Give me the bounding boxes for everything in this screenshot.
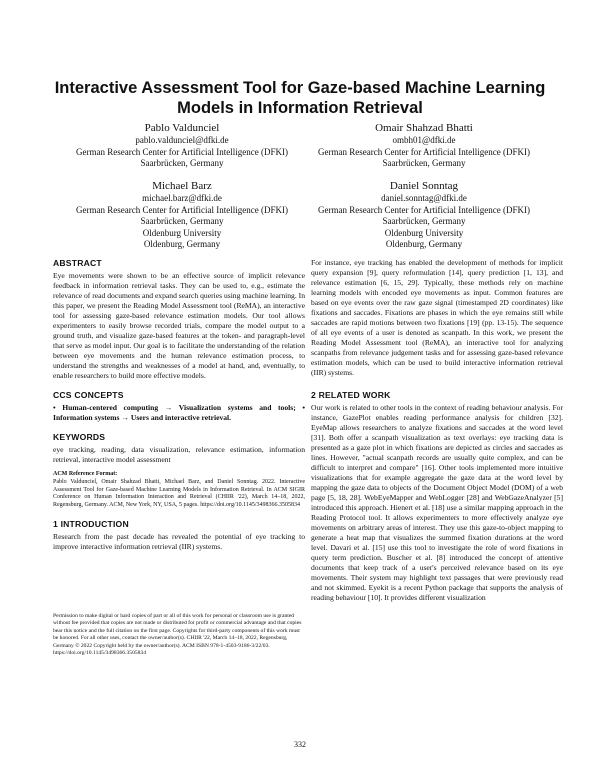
- keywords-heading: KEYWORDS: [53, 432, 106, 442]
- author-location: Saarbrücken, Germany: [140, 158, 224, 169]
- author-block-4: [299, 180, 549, 251]
- author-affiliation-2: Oldenburg University: [142, 227, 222, 238]
- author-name: Michael Barz: [152, 180, 212, 192]
- author-affiliation: German Research Center for Artificial Intelligence (DFKI): [318, 204, 530, 215]
- author-name: Omair Shahzad Bhatti: [375, 122, 473, 134]
- abstract-text: Eye movements were shown to be an effective source of implicit relevance feedback in information retrieval tasks. They can be used to, e.g., estimate the relevance of read documents and expand search queries using machine learning. In this paper, we present the Reading Model Assessment tool (ReMA), an interactive tool for assessing gaze-based relevance estimation models. Our tool allows experimenters to easily browse recorded trials, compare the model output to a ground truth, and visualize gaze-based features at the token- and paragraph-level that serve as model input. Our goal is to facilitate the understanding of the relation between eye movements and the human relevance estimation process, to understand the strengths and weaknesses of a model at hand, and, eventually, to enable researchers to build more effective models.: [53, 271, 305, 380]
- author-location-2: Oldenburg, Germany: [385, 239, 463, 250]
- author-affiliation: German Research Center for Artificial Intelligence (DFKI): [76, 204, 288, 215]
- left-column: [53, 258, 305, 552]
- copyright-footnote: Permission to make digital or hard copies of part or all of this work for personal or classroom use is granted without fee provided that copies are not made or distributed for profit or commercial advantage and that copies bear this notice and the full citation on the first page. Copyrights for third-party components of this work must be honored. For all other uses, contact the owner/author(s). CHIIR '22, March 14–18, 2022, Regensburg, Germany © 2022 Copyright held by the owner/author(s). ACM ISBN 978-1-4503-9186-3/22/03. https://doi.org/10.1145/3498366.3505834: [53, 613, 302, 657]
- author-email: daniel.sonntag@dfki.de: [381, 193, 467, 203]
- intro-continued-text: For instance, eye tracking has enabled the development of methods for implicit query expansion [9], query reformulation [14], query prediction [1, 13], and relevance estimation [6, 15, 29]. Typically, these methods rely on machine learning models with encoded eye movements as input. Common features are based on eye events over the raw gaze signal (timestamped 2D coordinates) like fixations and saccades. Fixations are phases in which the eye remains still while saccades are rapid motions between two fixations [19] (pp. 13-15). The sequence of all eye events of a user is denoted as scanpath. In this work, we present the Reading Model Assessment tool (ReMA), an interactive tool for analyzing scanpaths from relevance judgement tasks and for assessing gaze-based relevance estimation models, which can be used to build interactive information retrieval (IIR) systems.: [311, 258, 563, 377]
- author-block-1: [57, 122, 307, 170]
- related-work-text: Our work is related to other tools in the context of reading behaviour analysis. For instance, GazePlot enables reading performance analysis for children [32]. EyeMap allows researchers to analyze fixations and saccades at the word level [31]. Both offer a scanpath visualization as text overlays: eye tracking data is presented as a gaze plot in which fixations are depicted as circles and saccades as lines. However, "actual scanpath records are usually quite complex, and can be difficult to interpret and compare" [16]. Other tools implemented more intuitive visualizations that for example aggregate the gaze data at the word level by mapping the gaze data to objects of the Document Object Model (DOM) of a web page [5, 18, 28]. WebEyeMapper and WebLogger [28] and WebGazeAnalyzer [5] introduced this approach. Hienert et al. [18] use a similar mapping approach in the Reading Protocol tool. It allows experimenters to more effectively analyze eye movements on arbitrary areas of interest. They use this gaze-to-object mapping to generate a heat map that visualizes the summed fixation durations at the word level. Davari et al. [15] use this tool to investigate the role of word fixations in query term prediction. Buscher et al. [8] introduced the concept of attentive documents that keep track of a user's perceived relevance based on its eye movements. Their system may highlight text passages that were previously read and not skimmed. Eyekit is a recent Python package that supports the analysis of reading behaviour [10]. It provides different visualization: [311, 403, 563, 602]
- author-affiliation: German Research Center for Artificial Intelligence (DFKI): [76, 146, 288, 157]
- reference-heading: ACM Reference Format:: [53, 471, 118, 477]
- ccs-text: • Human-centered computing → Visualization systems and tools; • Information systems → Users and interactive retrieval.: [53, 403, 305, 422]
- author-block-2: [299, 122, 549, 170]
- related-work-heading: 2 RELATED WORK: [311, 390, 391, 400]
- author-block-3: [57, 180, 307, 251]
- author-affiliation: German Research Center for Artificial Intelligence (DFKI): [318, 146, 530, 157]
- paper-title: Interactive Assessment Tool for Gaze-based Machine Learning Models in Information Retrieval: [54, 79, 546, 117]
- author-location: Saarbrücken, Germany: [382, 216, 466, 227]
- author-name: Pablo Valdunciel: [144, 122, 220, 134]
- intro-heading: 1 INTRODUCTION: [53, 518, 129, 529]
- author-affiliation-2: Oldenburg University: [384, 227, 464, 238]
- intro-text: Research from the past decade has revealed the potential of eye tracking to improve interactive information retrieval (IIR) systems.: [53, 531, 305, 551]
- author-location: Saarbrücken, Germany: [140, 216, 224, 227]
- author-email: pablo.valdunciel@dfki.de: [135, 135, 229, 145]
- keywords-text: eye tracking, reading, data visualization, relevance estimation, information retrieval, interactive model assessment: [53, 445, 305, 464]
- author-name: Daniel Sonntag: [389, 180, 459, 192]
- author-location: Saarbrücken, Germany: [382, 158, 466, 169]
- author-email: michael.barz@dfki.de: [142, 193, 222, 203]
- author-location-2: Oldenburg, Germany: [143, 239, 221, 250]
- page-number: 332: [294, 740, 306, 749]
- abstract-heading: ABSTRACT: [53, 258, 102, 268]
- right-column: [311, 258, 563, 603]
- ccs-heading: CCS CONCEPTS: [53, 390, 124, 400]
- reference-text: Pablo Valdunciel, Omair Shahzad Bhatti, Michael Barz, and Daniel Sonntag. 2022. Interactive Assessment Tool for Gaze-based Machine Learning Models in Information Retrieval. In ACM SIGIR Conference on Human Information Interaction and Retrieval (CHIIR '22), March 14–18, 2022, Regensburg, Germany. ACM, New York, NY, USA, 5 pages. https://doi.org/10.1145/3498366.3505834: [53, 478, 305, 509]
- author-email: ombh01@dfki.de: [392, 135, 456, 145]
